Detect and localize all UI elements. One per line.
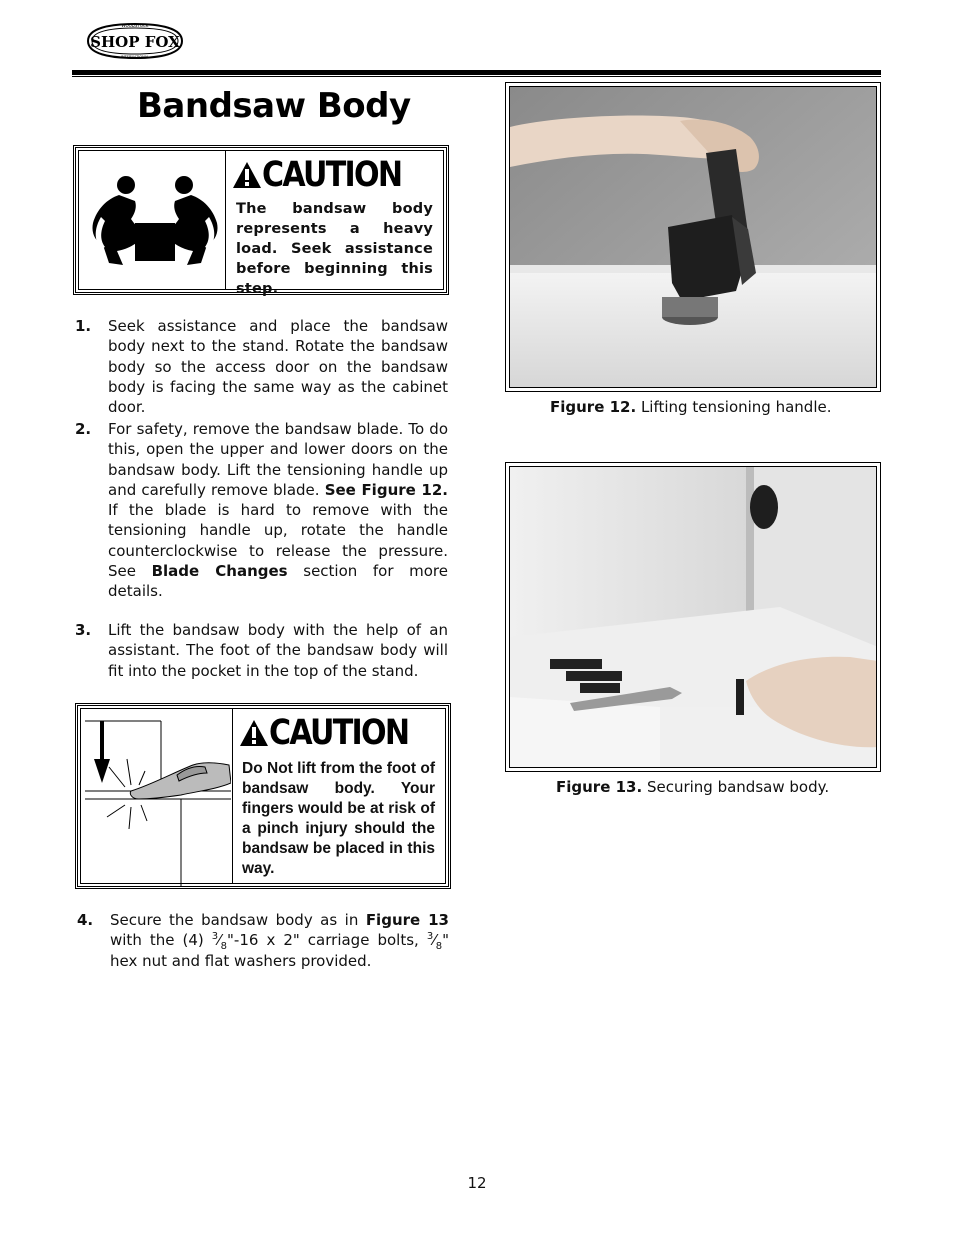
figure-13-reference: Figure 13 [365, 911, 449, 929]
caution-text: The bandsaw body represents a heavy load. Seek assistance before beginning this step. [236, 201, 433, 297]
step-text: Seek assistance and place the bandsaw body next to the stand. Rotate the bandsaw body so the access door on the bandsaw body is facing the same way as the cabinet door. [108, 317, 448, 417]
two-person-lift-icon [79, 151, 224, 293]
figure-12-photo [505, 82, 881, 392]
svg-text:INTERNATIONAL: INTERNATIONAL [120, 55, 150, 59]
caution-heading: CAUTION [269, 713, 409, 753]
step-1 [75, 316, 449, 417]
caution-text: Do Not lift from the foot of bandsaw body. Your fingers would be at risk of a pinch injury should the bandsaw be placed in this way. [242, 760, 435, 877]
step-text: Lift the bandsaw body with the help of an assistant. The foot of the bandsaw body will fit into the pocket in the top of the stand. [108, 621, 448, 680]
figure-12-caption: Figure 12. Lifting tensioning handle. [550, 398, 832, 416]
tensioning-handle-photo [510, 87, 877, 388]
step-3 [75, 620, 449, 682]
caution-heavy-load [73, 145, 449, 295]
svg-text:SHOP FOX: SHOP FOX [90, 33, 180, 51]
step-2 [75, 419, 449, 603]
two-person-lift-pictogram [79, 151, 226, 289]
caution-pinch-injury [75, 703, 451, 889]
step-text: Secure the bandsaw body as in Figure 13 with the (4) $^3⁄_8"-16$ x 2" carriage bolts, $^3⁄_8$" hex nut and flat washers provided. [110, 911, 449, 970]
caution-heading: CAUTION [262, 155, 402, 195]
pinch-hazard-pictogram [81, 709, 233, 883]
header-rule-thin [72, 76, 881, 77]
step-number: 1. [75, 317, 92, 335]
pinch-hazard-icon [81, 709, 231, 887]
svg-text:WOODSTOCK: WOODSTOCK [121, 23, 149, 28]
step-text: For safety, remove the bandsaw blade. To do this, open the upper and lower doors on the bandsaw body. Lift the tensioning handle up and carefully remove blade. See Figure 12. If the blade is hard to remove with the tensioning handle up, rotate the handle counterclockwise to release the pressure. See Blade Changes section for more details. [108, 420, 448, 601]
page-title: Bandsaw Body [137, 86, 411, 126]
figure-12-reference: See Figure 12. [324, 480, 448, 499]
step-number: 2. [75, 420, 92, 438]
warning-triangle-icon [232, 161, 262, 189]
securing-bandsaw-photo [510, 467, 877, 768]
warning-triangle-icon [239, 719, 269, 747]
figure-13-caption: Figure 13. Securing bandsaw body. [556, 778, 830, 796]
figure-13-photo [505, 462, 881, 772]
header-rule [72, 70, 881, 75]
step-number: 4. [77, 911, 94, 929]
shop-fox-logo [80, 18, 190, 64]
step-number: 3. [75, 621, 92, 639]
step-4 [77, 910, 451, 974]
page-number: 12 [467, 1174, 487, 1192]
blade-changes-reference: Blade Changes [151, 562, 288, 581]
